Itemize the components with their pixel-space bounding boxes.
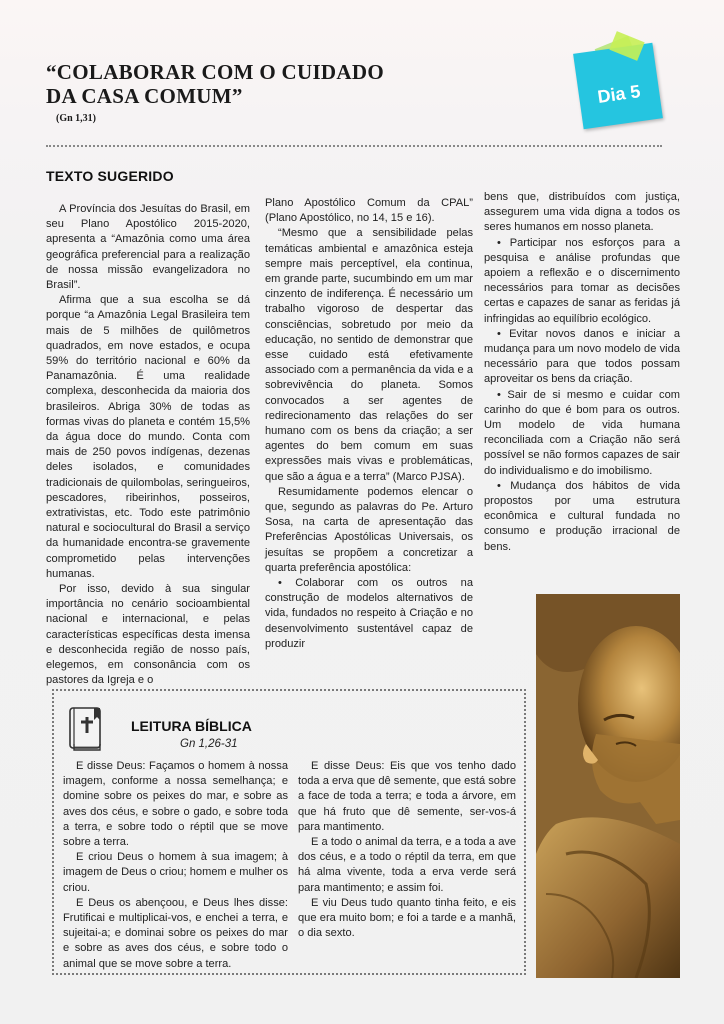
title-line-2: DA CASA COMUM” — [46, 84, 243, 108]
bullet-item: • Sair de si mesmo e cuidar com carinho do que é bom para os outros. Um modelo de vida humana reconciliada com a Criação não será possível se não formos capazes de sair do individualismo e do imobilismo. — [484, 388, 680, 477]
divider — [46, 145, 662, 147]
paragraph: Afirma que a sua escolha se dá porque “a Amazônia Legal Brasileira tem mais de 5 milhões de quilômetros quadrados, em nove estados, e ocupa 59% do território nacional e 60% da Panamazônia. É uma realidade complexa, desconhecida da maioria dos brasileiros. Abriga 30% de todas as formas vivas do planeta e contém 15,5% da água doce do mundo. Conta com mais de 250 povos indígenas, dezenas deles isolados, e comunidades tradicionais de quilombolas, seringueiros, pescadores, ribeirinhos, posseiros, extrativistas, etc. Todo este patrimônio natural e sociocultural do Brasil a serviço da humanidade encontra-se gravemente comprometido pelas intervenções humanas. — [46, 294, 250, 580]
bible-icon — [66, 706, 106, 752]
text-column-1 — [46, 202, 250, 689]
section-heading: TEXTO SUGERIDO — [46, 168, 174, 184]
text-column-3 — [484, 190, 680, 555]
reading-heading: LEITURA BÍBLICA — [131, 718, 252, 734]
verse-paragraph: E viu Deus tudo quanto tinha feito, e eis que era muito bom; e foi a tarde e a manhã, o dia sexto. — [298, 896, 516, 940]
reading-reference: Gn 1,26-31 — [180, 738, 238, 750]
text-column-2 — [265, 196, 473, 652]
verse-paragraph: E a todo o animal da terra, e a toda a ave dos céus, e a todo o réptil da terra, em que há alma vivente, toda a erva verde será para mantimento; e assim foi. — [298, 836, 516, 894]
reading-column-1 — [63, 759, 288, 972]
reading-column-2 — [298, 759, 516, 941]
saint-statue-photo — [536, 594, 680, 978]
verse-paragraph: E disse Deus: Eis que vos tenho dado toda a erva que dê semente, que está sobre a face de toda a terra; e toda a árvore, em que há fruto que dê semente, ser-vos-á para mantimento. — [298, 760, 516, 833]
bullet-item: • Participar nos esforços para a pesquisa e análise profundas que apoiem a reflexão e o discernimento necessários para tomar as decisões certas e capazes de sanar as feridas já infringidas ao equilíbrio ecológico. — [484, 236, 680, 325]
paragraph: Resumidamente podemos elencar o que, segundo as palavras do Pe. Arturo Sosa, na carta de apresentação das Preferências Apostólicas Universais, os jesuítas se propõem a concretizar a quarta preferência apostólica: — [265, 485, 473, 574]
verse-paragraph: E criou Deus o homem à sua imagem; à imagem de Deus o criou; homem e mulher os criou. — [63, 851, 288, 894]
title-line-1: “COLABORAR COM O CUIDADO — [46, 60, 384, 84]
bullet-item: • Mudança dos hábitos de vida propostos por uma estrutura econômica e cultural fundada no consumo e produção irracional de bens. — [484, 479, 680, 553]
paragraph: A Província dos Jesuítas do Brasil, em seu Plano Apostólico 2015-2020, apresenta a “Amazônia como uma área geográfica preferencial para a realização de nossa missão evangelizadora no Brasil”. — [46, 203, 250, 292]
bullet-item: • Colaborar com os outros na construção de modelos alternativos de vida, fundados no respeito à Criação e no desenvolvimento sustentável capaz de produzir — [265, 577, 473, 650]
paragraph: “Mesmo que a sensibilidade pelas temáticas ambiental e amazônica esteja sempre mais perceptível, ela continua, em grande parte, sucumbindo em um mar cinzento de indiferença. É necessário um trabalho vigoroso de despertar das consciências, sobretudo por meio da educação, no sentido de demonstrar que esse cuidado está efetivamente associado com a permanência da vida e a sobrevivência do planeta. Somos convocados a ser agentes de redirecionamento das relações do ser humano com os bens da criação; a ser agentes do bem comum em suas expressões mais vivas e problemáticas, que são a água e a terra” (Marco PJSA). — [265, 227, 473, 483]
statue-illustration — [536, 594, 680, 978]
bullet-item: • Evitar novos danos e iniciar a mudança para um novo modelo de vida necessário para que todos possam aproveitar os bens da criação. — [484, 327, 680, 386]
bible-reference: (Gn 1,31) — [56, 113, 96, 124]
day-label: Dia 5 — [596, 81, 642, 107]
paragraph: bens que, distribuídos com justiça, assegurem uma vida digna a todos os seres humanos em nosso planeta. — [484, 191, 680, 234]
verse-paragraph: E Deus os abençoou, e Deus lhes disse: Frutificai e multiplicai-vos, e enchei a terra, e sujeitai-a; e dominai sobre os peixes do mar e sobre as aves dos céus, e sobre todo o animal que se move sobre a terra. — [63, 896, 288, 970]
paragraph: Por isso, devido à sua singular importância no cenário socioambiental nacional e internacional, e pelas características específicas desta imensa e desconhecida região de nosso país, elegemos, em consonância com os pastores da Igreja e o — [46, 583, 250, 687]
paragraph: Plano Apostólico Comum da CPAL” (Plano Apostólico, no 14, 15 e 16). — [265, 197, 473, 225]
verse-paragraph: E disse Deus: Façamos o homem à nossa imagem, conforme a nossa semelhança; e domine sobre os peixes do mar, e sobre as aves dos céus, e sobre o gado, e sobre toda a terra, e sobre todo o réptil que se move sobre a terra. — [63, 760, 288, 849]
page-title — [46, 60, 384, 108]
